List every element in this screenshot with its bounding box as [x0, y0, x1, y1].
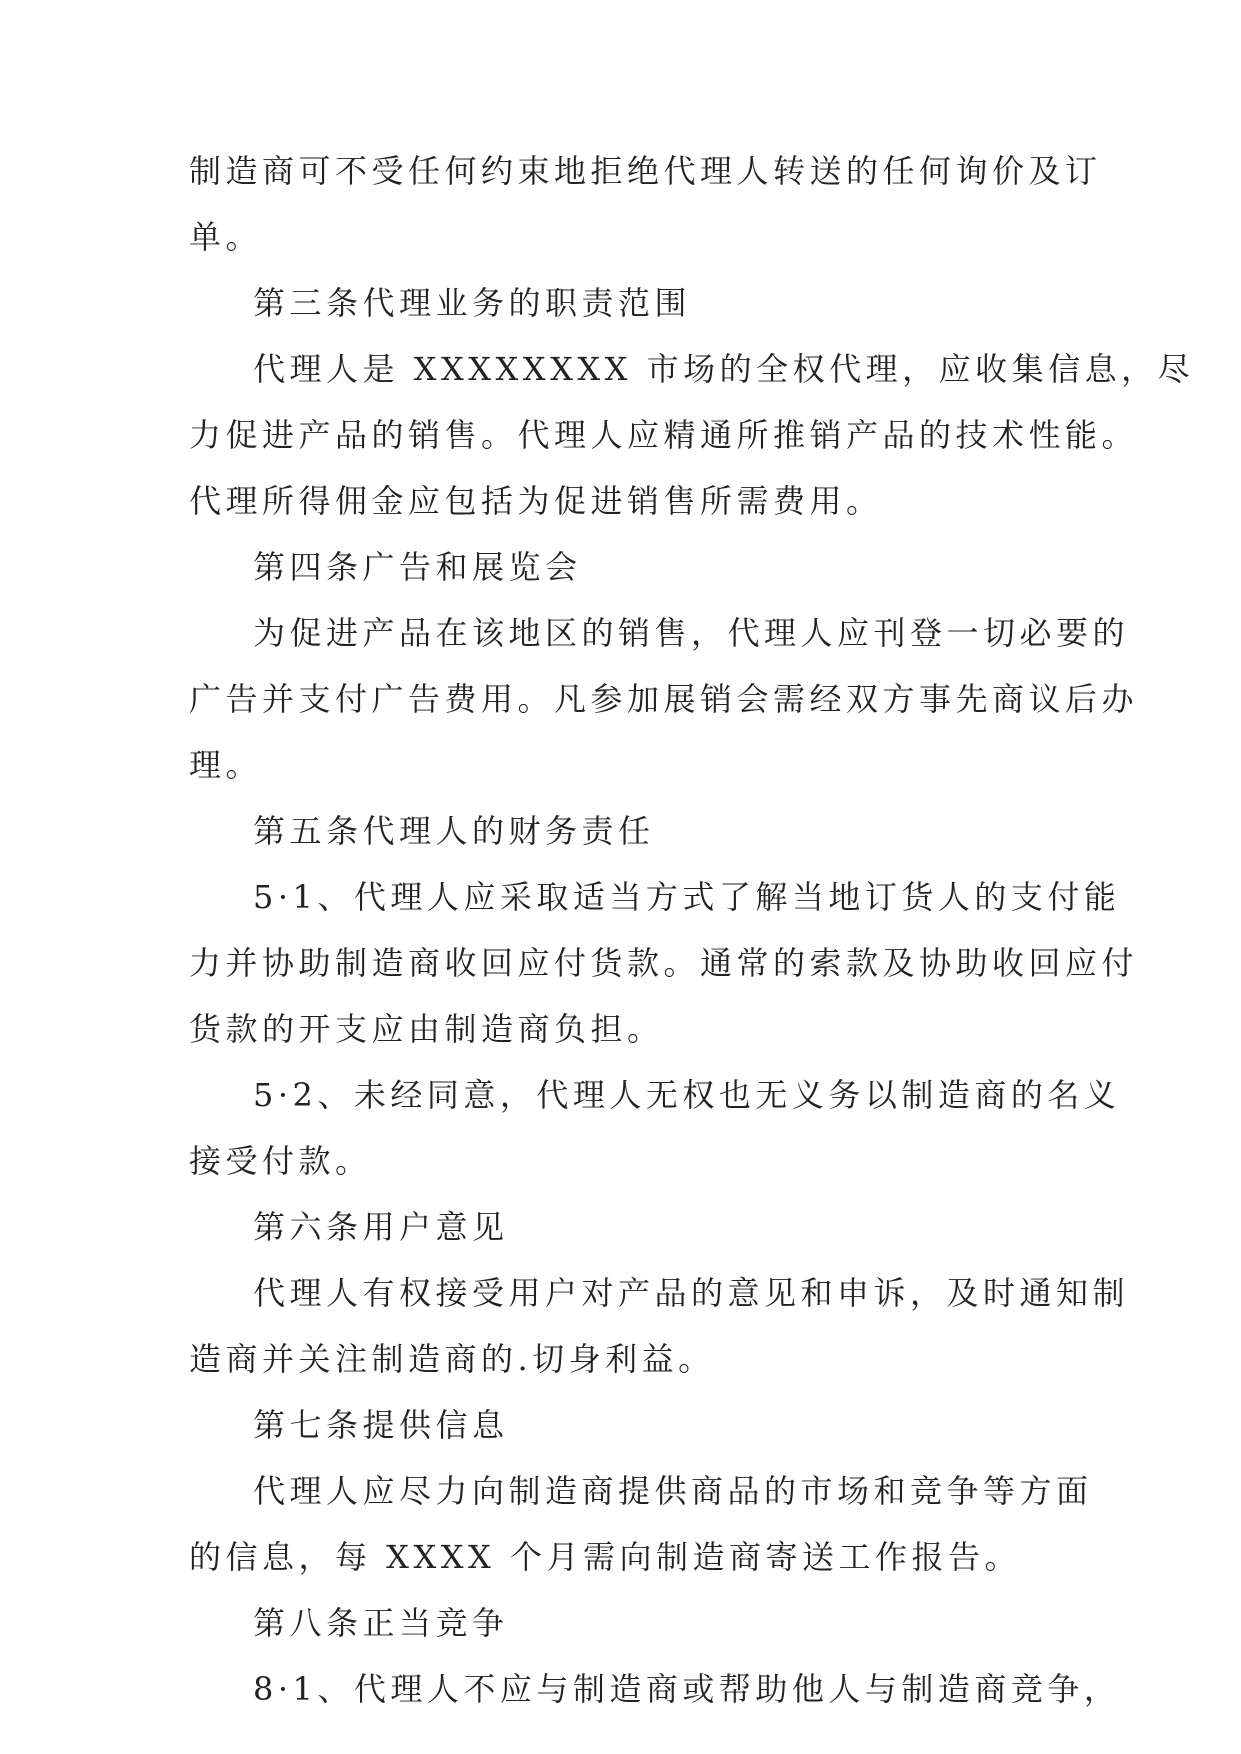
section-heading-3: 第三条代理业务的职责范围 [253, 284, 692, 322]
text-line-10: 理。 [189, 746, 263, 784]
text-line-8: 为促进产品在该地区的销售，代理人应刊登一切必要的 [253, 614, 1130, 652]
text-line-22: 的信息，每 XXXX 个月需向制造商寄送工作报告。 [189, 1538, 1021, 1576]
text-line-6: 代理所得佣金应包括为促进销售所需费用。 [189, 482, 883, 520]
section-heading-5: 第五条代理人的财务责任 [253, 812, 655, 850]
section-heading-7: 第七条提供信息 [253, 1406, 509, 1444]
section-heading-6: 第六条用户意见 [253, 1208, 509, 1246]
text-line-24: 8·1、代理人不应与制造商或帮助他人与制造商竞争， [253, 1670, 1121, 1708]
text-line-21: 代理人应尽力向制造商提供商品的市场和竞争等方面 [253, 1472, 1093, 1510]
section-heading-4: 第四条广告和展览会 [253, 548, 582, 586]
text-line-18: 代理人有权接受用户对产品的意见和申诉，及时通知制 [253, 1274, 1130, 1312]
text-line-16: 接受付款。 [189, 1142, 372, 1180]
text-line-19: 造商并关注制造商的.切身利益。 [189, 1340, 715, 1378]
text-line-12: 5·1、代理人应采取适当方式了解当地订货人的支付能 [253, 878, 1121, 916]
section-heading-8: 第八条正当竞争 [253, 1604, 509, 1642]
text-line-15: 5·2、未经同意，代理人无权也无义务以制造商的名义 [253, 1076, 1121, 1114]
text-line-14: 货款的开支应由制造商负担。 [189, 1010, 664, 1048]
text-line-2: 单。 [189, 218, 263, 256]
text-line-9: 广告并支付广告费用。凡参加展销会需经双方事先商议后办 [189, 680, 1139, 718]
text-line-1: 制造商可不受任何约束地拒绝代理人转送的任何询价及订 [189, 152, 1102, 190]
document-body [189, 152, 1195, 1736]
text-line-4: 代理人是 XXXXXXXX 市场的全权代理，应收集信息，尽 [253, 350, 1195, 388]
text-line-13: 力并协助制造商收回应付货款。通常的索款及协助收回应付 [189, 944, 1139, 982]
text-line-5: 力促进产品的销售。代理人应精通所推销产品的技术性能。 [189, 416, 1139, 454]
